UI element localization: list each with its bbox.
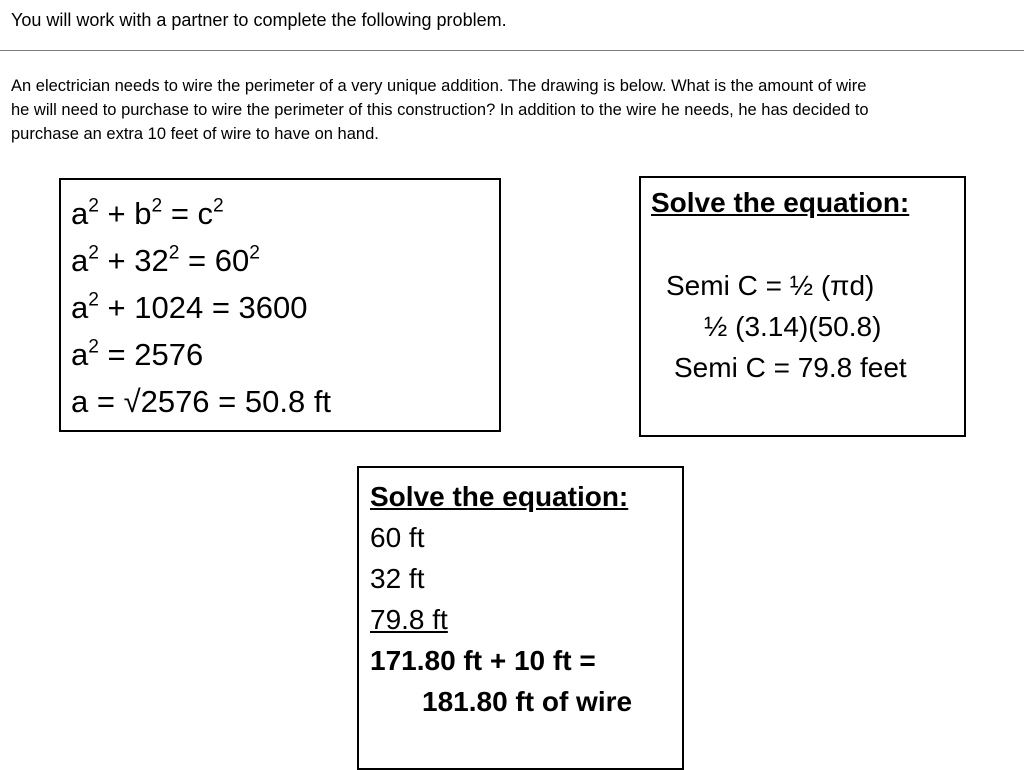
exponent: 2 [151,195,163,217]
semicircle-box [639,176,966,437]
exponent: 2 [249,242,260,264]
var-a: a [71,337,89,372]
problem-statement [11,74,1011,146]
total-line-60: 60 ft [370,522,425,553]
exponent: 2 [88,242,99,264]
plus-32: + 32 [98,243,169,278]
equals-60: = 60 [179,243,250,278]
total-line-32: 32 ft [370,563,425,594]
pythag-line-4-rest: = 2576 [98,337,204,372]
pythag-line-1 [71,190,499,237]
problem-line-1: An electrician needs to wire the perimeter of a very unique addition. The drawing is below. What is the amount of wire [11,77,867,95]
pythagorean-box [59,178,501,432]
semicircle-title: Solve the equation: [651,187,910,218]
exponent: 2 [168,242,180,264]
total-title: Solve the equation: [370,481,629,512]
var-a: a [71,196,89,231]
exponent: 2 [88,336,99,358]
pythag-line-4 [71,331,499,378]
header-divider [0,50,1024,51]
plus-b: + b [98,196,152,231]
exponent: 2 [88,289,99,311]
total-box [357,466,684,770]
problem-line-3: purchase an extra 10 feet of wire to have on hand. [11,125,379,143]
exponent: 2 [213,195,224,217]
equals-c: = c [162,196,214,231]
problem-line-2: he will need to purchase to wire the perimeter of this construction? In addition to the wire he needs, he has decided to [11,101,869,119]
semicircle-formula: Semi C = ½ (πd) [666,270,875,301]
total-result: 181.80 ft of wire [422,686,633,717]
instruction-text: You will work with a partner to complete the following problem. [11,10,507,30]
pythag-line-3-rest: + 1024 = 3600 [98,290,308,325]
total-sum: 171.80 ft + 10 ft = [370,645,596,676]
semicircle-substitution: ½ (3.14)(50.8) [704,311,882,342]
var-a: a [71,243,89,278]
pythag-line-3 [71,284,499,331]
semicircle-result: Semi C = 79.8 feet [674,352,907,383]
var-a: a [71,290,89,325]
total-line-79-8: 79.8 ft [370,604,448,635]
pythag-line-2 [71,237,499,284]
exponent: 2 [88,195,99,217]
pythag-line-5: a = √2576 = 50.8 ft [71,384,332,419]
